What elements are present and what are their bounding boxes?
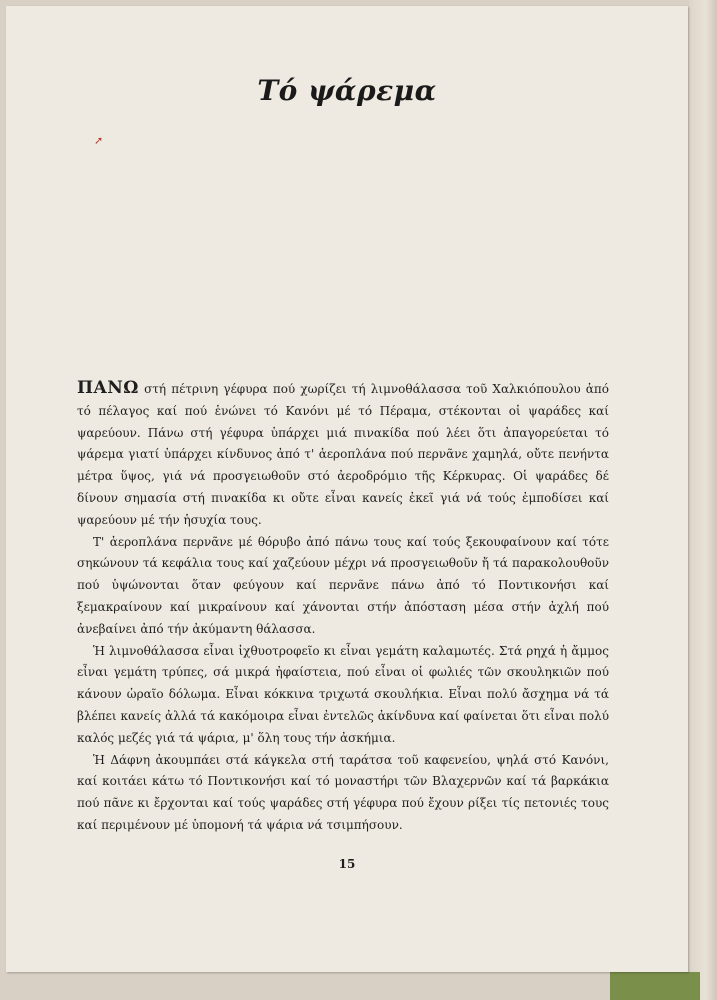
dropcap-word: ΠΑΝΩ (77, 378, 139, 398)
paragraph-3: Ἡ λιμνοθάλασσα εἶναι ἰχθυοτροφεῖο κι εἶναι γεμάτη καλαμωτές. Στά ρηχά ἡ ἄμμος εἶναι γεμάτη τρύπες, σά μικρά ἠφαίστεια, πού εἶναι οἱ φωλιές τῶν σκουληκιῶν πού κάνουν ὡραῖο δόλωμα. Εἶναι κόκκινα τριχωτά σκουλήκια. Εἶναι πολύ ἄσχημα νά τά βλέπει κανείς ἀλλά τά κακόμοιρα εἶναι ἐντελῶς ἀκίνδυνα καί φαίνεται ὅτι εἶναι πολύ καλός μεζές γιά τά ψάρια, μ' ὅλη τους τήν ἀσκήμια. (77, 643, 609, 745)
red-pen-mark: ➚ (94, 134, 104, 147)
book-spine-edge (689, 0, 717, 1000)
paragraph-1 (77, 378, 609, 532)
page-sheet (6, 6, 688, 972)
chapter-title: Τό ψάρεμα (257, 74, 437, 107)
paragraph-4: Ἡ Δάφνη ἀκουμπάει στά κάγκελα στή ταράτσα τοῦ καφενείου, ψηλά στό Κανόνι, καί κοιτάει κάτω τό Ποντικονήσι καί τό μοναστήρι τῶν Βλαχερνῶν καί τά βαρκάκια πού πᾶνε κι ἔρχονται καί τούς ψαράδες στή γέφυρα πού ἔχουν ρίξει τίς πετονιές τους καί περιμένουν μέ ὑπομονή τά ψάρια νά τσιμπήσουν. (77, 752, 609, 832)
page-number: 15 (338, 857, 356, 871)
body-text (77, 378, 609, 837)
cover-green-strip (610, 972, 700, 1000)
paragraph-1-text: στή πέτρινη γέφυρα πού χωρίζει τή λιμνοθάλασσα τοῦ Χαλκιόπουλου ἀπό τό πέλαγος καί πού ἑνώνει τό Κανόνι μέ τό Πέραμα, στέκονται οἱ ψαράδες καί ψαρεύουν. Πάνω στή γέφυρα ὑπάρχει μιά πινακίδα πού λέει ὅτι ἀπαγορεύεται τό ψάρεμα γιατί ὑπάρχει κίνδυνος ἀπό τ' ἀεροπλάνα πού περνᾶνε χαμηλά, οὔτε πενήντα μέτρα ὕψος, γιά νά προσγειωθοῦν στό ἀεροδρόμιο τῆς Κέρκυρας. Οἱ ψαράδες δέ δίνουν σημασία στή πινακίδα κι οὔτε εἶναι κανείς ἐκεῖ γιά νά τούς ἐμποδίσει καί ψαρεύουν μέ τήν ἡσυχία τους. (77, 382, 609, 527)
paragraph-2: Τ' ἀεροπλάνα περνᾶνε μέ θόρυβο ἀπό πάνω τους καί τούς ξεκουφαίνουν καί τότε σηκώνουν τά κεφάλια τους καί χαζεύουν μέχρι νά προσγειωθοῦν ἤ τά παρακολουθοῦν πού ὑψώνονται ὅταν φεύγουν καί περνᾶνε πάνω ἀπό τό Ποντικονήσι καί ξεμακραίνουν καί μικραίνουν καί χάνονται στήν ἀπόσταση μέσα στήν ἀχλή πού ἀνεβαίνει ἀπό τήν ἀκύμαντη θάλασσα. (77, 534, 609, 636)
